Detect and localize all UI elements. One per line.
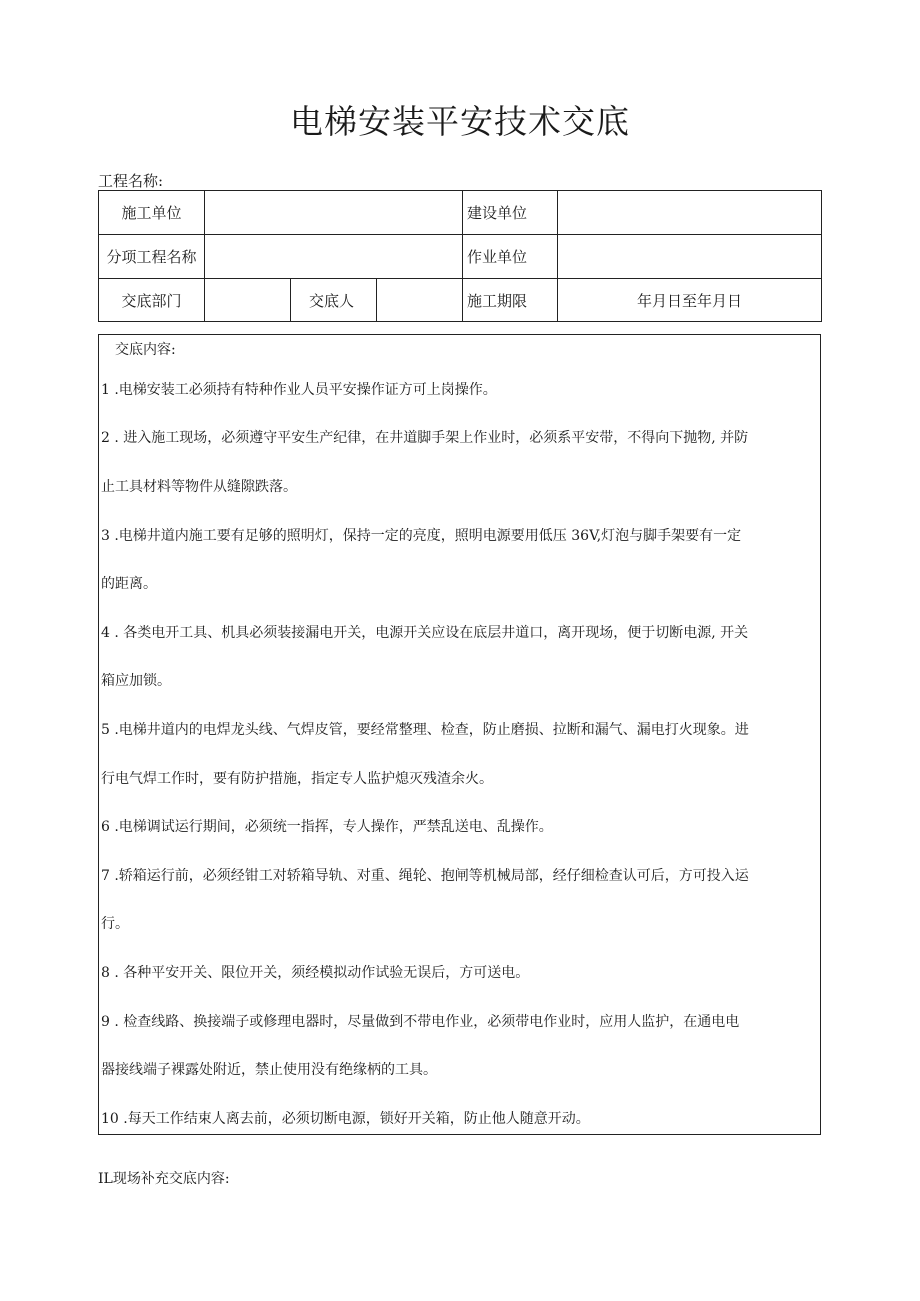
content-line: 箱应加锁。 (101, 673, 171, 689)
content-line: 止工具材料等物件从缝隙跌落。 (101, 479, 297, 495)
content-line: 7 .轿箱运行前，必须经钳工对轿箱导轨、对重、绳轮、抱闸等机械局部，经仔细检查认可后，方可投入运 (101, 868, 749, 884)
dept-value[interactable] (205, 279, 291, 322)
sub-project-label: 分项工程名称 (99, 235, 205, 279)
info-row-construction (99, 191, 822, 235)
content-line: 行电气焊工作时，要有防护措施，指定专人监护熄灭残渣余火。 (101, 771, 493, 787)
period-value[interactable]: 年月日至年月日 (558, 279, 822, 322)
dept-label: 交底部门 (99, 279, 205, 322)
content-box (98, 334, 821, 1135)
content-line: 器接线端子裸露处附近，禁止使用没有绝缘柄的工具。 (101, 1062, 437, 1078)
content-line: 10 .每天工作结束人离去前，必须切断电源，锁好开关箱，防止他人随意开动。 (101, 1111, 590, 1127)
content-line: 5 .电梯井道内的电焊龙头线、气焊皮管，要经常整理、检查，防止磨损、拉断和漏气、漏电打火现象。进 (101, 722, 749, 738)
content-line: 9 . 检查线路、换接端子或修理电器时，尽量做到不带电作业，必须带电作业时，应用人监护，在通电电 (101, 1014, 740, 1030)
content-heading: 交底内容: (115, 342, 176, 358)
sub-project-value[interactable] (205, 235, 463, 279)
content-line: 6 .电梯调试运行期间，必须统一指挥，专人操作，严禁乱送电、乱操作。 (101, 819, 553, 835)
work-unit-value[interactable] (558, 235, 822, 279)
project-name-label: 工程名称: (98, 172, 164, 190)
info-row-subproject (99, 235, 822, 279)
construction-unit-value[interactable] (205, 191, 463, 235)
content-line: 3 .电梯井道内施工要有足够的照明灯，保持一定的亮度，照明电源要用低压 36V,灯泡与脚手架要有一定 (101, 528, 742, 544)
content-line: 2 . 进入施工现场，必须遵守平安生产纪律，在井道脚手架上作业时，必须系平安带，不得向下抛物, 并防 (101, 430, 749, 446)
info-row-dept (99, 279, 822, 322)
content-line: 8 . 各种平安开关、限位开关，须经模拟动作试验无误后，方可送电。 (101, 965, 530, 981)
content-line: 行。 (101, 916, 129, 932)
content-line: 1 .电梯安装工必须持有特种作业人员平安操作证方可上岗操作。 (101, 382, 497, 398)
work-unit-label: 作业单位 (463, 235, 558, 279)
document-title: 电梯安装平安技术交底 (290, 102, 630, 141)
supplement-label: IL现场补充交底内容: (98, 1171, 230, 1187)
content-line: 4 . 各类电开工具、机具必须装接漏电开关，电源开关应设在底层井道口，离开现场，便于切断电源, 开关 (101, 625, 749, 641)
content-line: 的距离。 (101, 576, 157, 592)
briefer-value[interactable] (377, 279, 463, 322)
construction-unit-label: 施工单位 (99, 191, 205, 235)
builder-label: 建设单位 (463, 191, 558, 235)
info-table (98, 190, 822, 322)
briefer-label: 交底人 (291, 279, 377, 322)
builder-value[interactable] (558, 191, 822, 235)
period-label: 施工期限 (463, 279, 558, 322)
